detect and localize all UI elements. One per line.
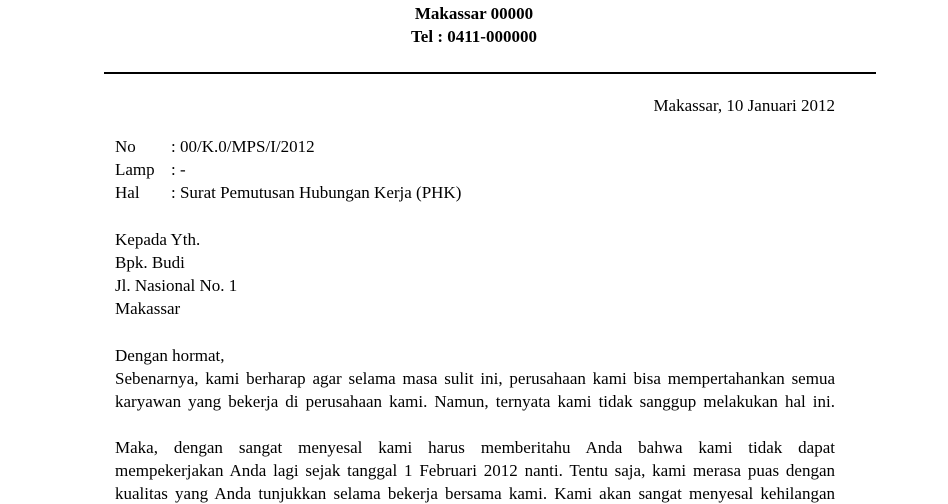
- greeting: Dengan hormat,: [115, 346, 225, 365]
- paragraph1-line2: karyawan yang bekerja di perusahaan kami. Namun, ternyata kami tidak sanggup melakukan hal ini.: [115, 392, 835, 411]
- meta-value-lamp: : -: [171, 160, 186, 179]
- recipient-name: Bpk. Budi: [115, 253, 185, 272]
- paragraph2-line1: Maka, dengan sangat menyesal kami harus memberitahu Anda bahwa kami tidak dapat: [115, 438, 835, 457]
- letter-date: Makassar, 10 Januari 2012: [653, 96, 835, 115]
- recipient-city: Makassar: [115, 299, 181, 318]
- letterhead-divider: [104, 72, 876, 74]
- meta-label-lamp: Lamp: [115, 160, 155, 179]
- paragraph2-line3: kualitas yang Anda tunjukkan selama bekerja bersama kami. Kami akan sangat menyesal kehilangan: [115, 484, 835, 503]
- meta-value-no: : 00/K.0/MPS/I/2012: [171, 137, 315, 156]
- recipient-to: Kepada Yth.: [115, 230, 201, 249]
- letterhead-phone: Tel : 0411-000000: [411, 27, 537, 46]
- meta-value-hal: : Surat Pemutusan Hubungan Kerja (PHK): [171, 183, 462, 202]
- meta-label-hal: Hal: [115, 183, 140, 202]
- meta-label-no: No: [115, 137, 136, 156]
- letterhead-city-postal: Makassar 00000: [414, 4, 534, 23]
- paragraph2-line2: mempekerjakan Anda lagi sejak tanggal 1 Februari 2012 nanti. Tentu saja, kami merasa puas dengan: [115, 461, 835, 480]
- recipient-address: Jl. Nasional No. 1: [115, 276, 238, 295]
- paragraph1-line1: Sebenarnya, kami berharap agar selama masa sulit ini, perusahaan kami bisa mempertahankan semua: [115, 369, 835, 388]
